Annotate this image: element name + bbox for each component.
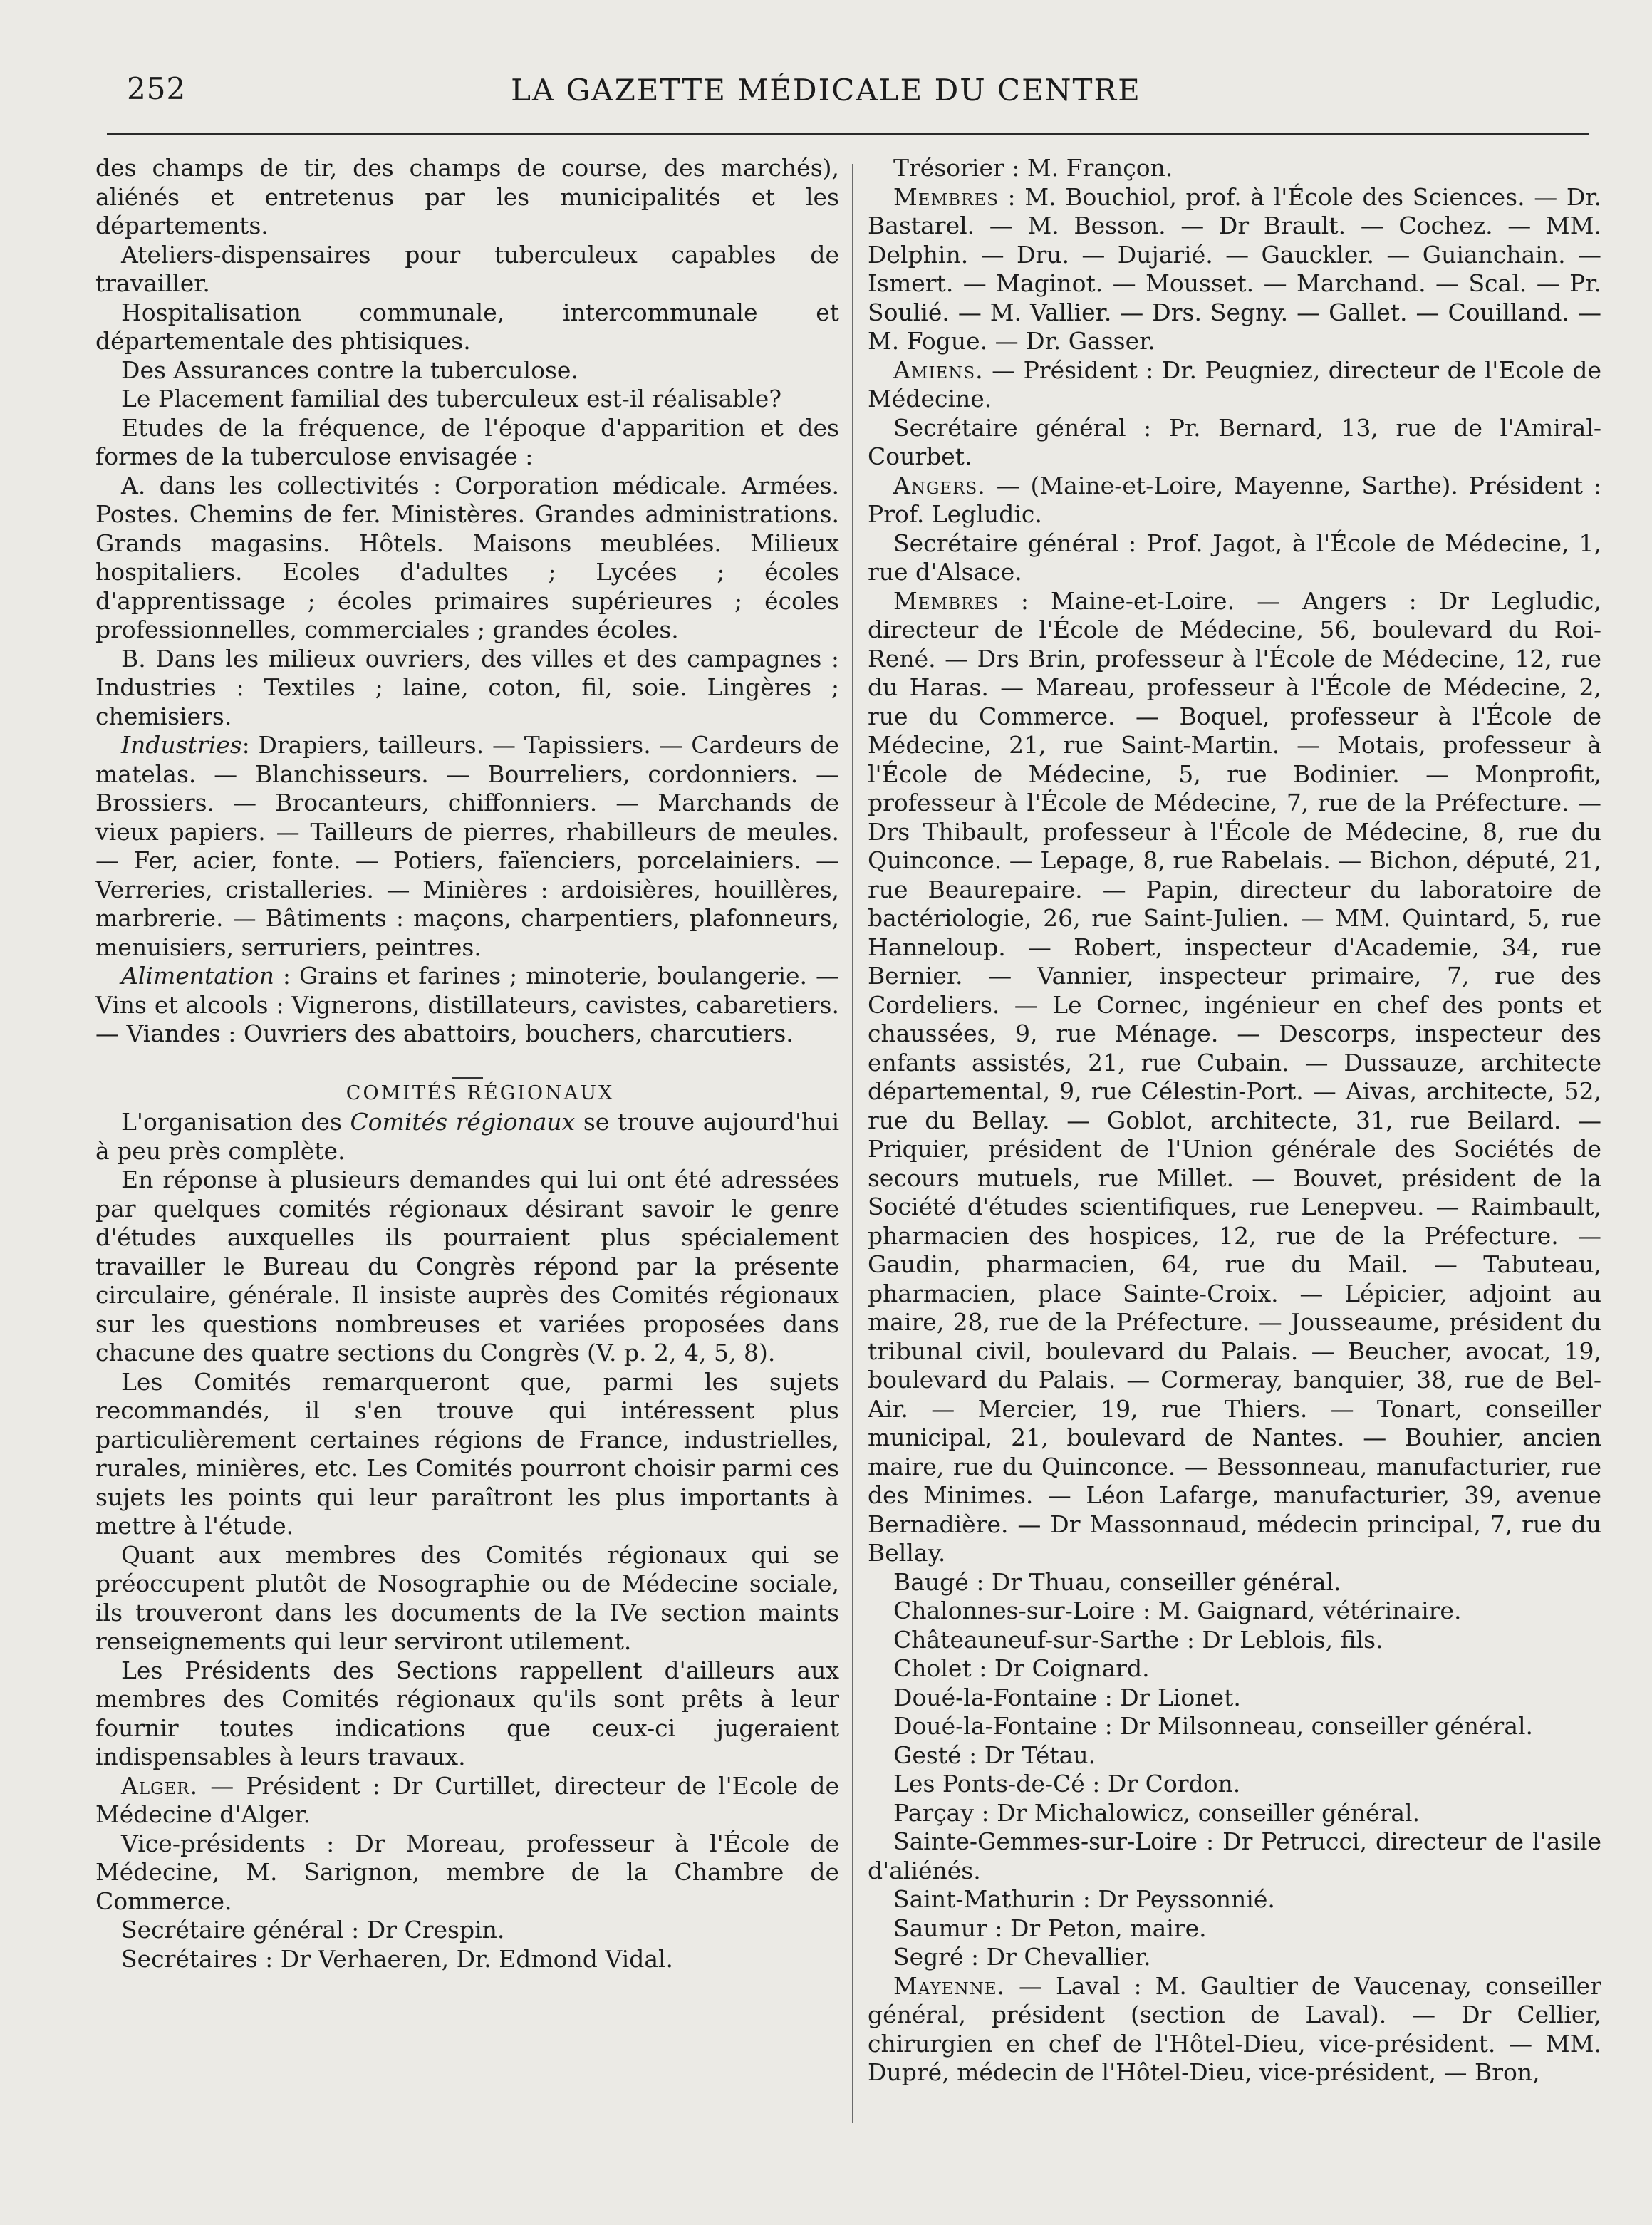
intro-text-before: L'organisation des	[121, 1108, 350, 1136]
alger-label: Alger.	[121, 1771, 199, 1800]
membres-text: : M. Bouchiol, prof. à l'École des Sciences. — Dr. Bastarel. — M. Besson. — Dr Brault. — Cochez. — MM. Delphin. — Dru. — Dujarié. — Gauckler. — Guianchain. — Ismert. — Maginot. — Mousset. — Marchand. — Scal. — Pr. Soulié. — M. Vallier. — Drs. Segny. — Gallet. — Couilland. — M. Fogue. — Dr. Gasser.	[868, 182, 1601, 355]
paragraph: Des Assurances contre la tuberculose.	[121, 356, 578, 384]
paragraph: En réponse à plusieurs demandes qui lui ont été adressées par quelques comités régionaux désirant savoir le genre d'études auxquelles ils pourraient plus spécialement travailler le Bureau du Congrès répond par la présente circulaire, générale. Il insiste auprès des Comités régionaux sur les questions nombreuses et variées proposées dans chacune des quatre sections du Congrès (V. p. 2, 4, 5, 8).	[95, 1166, 839, 1366]
town-line: Doué-la-Fontaine : Dr Milsonneau, conseiller général.	[893, 1712, 1534, 1740]
header-rule	[107, 133, 1589, 135]
membres-label: Membres	[893, 586, 999, 615]
intro-italic: Comités régionaux	[350, 1108, 576, 1136]
membres-label: Membres	[893, 182, 999, 211]
intro-paragraph	[95, 1108, 839, 1166]
paragraph: Trésorier : M. Françon.	[893, 154, 1173, 182]
paragraph: Ateliers-dispensaires pour tuberculeux capables de travailler.	[95, 240, 839, 297]
industries-paragraph	[95, 731, 839, 962]
town-line: Cholet : Dr Coignard.	[893, 1654, 1150, 1682]
alger-text: — Président : Dr Curtillet, directeur de l'Ecole de Médecine d'Alger.	[95, 1771, 839, 1828]
alimentation-label: Alimentation	[121, 962, 274, 990]
section-heading: COMITÉS RÉGIONAUX	[346, 1082, 615, 1104]
paragraph: Hospitalisation communale, intercommunale et départementale des phtisiques.	[95, 298, 839, 355]
left-column	[95, 154, 839, 2206]
paragraph: Secrétaire général : Dr Crespin.	[121, 1916, 505, 1944]
town-line: Sainte-Gemmes-sur-Loire : Dr Petrucci, directeur de l'asile d'aliénés.	[868, 1827, 1601, 1884]
amiens-text: — Président : Dr. Peugniez, directeur de l'Ecole de Médecine.	[868, 356, 1601, 413]
angers-paragraph	[868, 472, 1601, 529]
paragraph: des champs de tir, des champs de course, des marchés), aliénés et entretenus par les municipalités et les départements.	[95, 154, 839, 239]
town-line: Les Ponts-de-Cé : Dr Cordon.	[893, 1770, 1241, 1798]
alimentation-paragraph	[95, 962, 839, 1049]
membres-angers-paragraph	[868, 587, 1601, 1568]
town-line: Doué-la-Fontaine : Dr Lionet.	[893, 1683, 1241, 1711]
town-line: Chalonnes-sur-Loire : M. Gaignard, vétérinaire.	[893, 1597, 1462, 1624]
town-line: Parçay : Dr Michalowicz, conseiller général.	[893, 1798, 1420, 1827]
paragraph: Le Placement familial des tuberculeux est-il réalisable?	[121, 385, 782, 413]
paragraph: Etudes de la fréquence, de l'époque d'apparition et des formes de la tuberculose envisagée :	[95, 413, 839, 470]
town-line: Châteauneuf-sur-Sarthe : Dr Leblois, fils.	[893, 1625, 1383, 1654]
intro-text-after: se trouve aujourd'hui à peu près complète.	[95, 1108, 839, 1165]
paragraph: Quant aux membres des Comités régionaux qui se préoccupent plutôt de Nosographie ou de Médecine sociale, ils trouveront dans les documents de la IVe section maints renseignements qui leur serviront utilement.	[95, 1540, 839, 1655]
industries-label: Industries	[121, 731, 242, 759]
paragraph: Les Comités remarqueront que, parmi les sujets recommandés, il s'en trouve qui intéressent plus particulièrement certaines régions de France, industrielles, rurales, minières, etc. Les Comités pourront choisir parmi ces sujets les points qui leur paraîtront les plus importants à mettre à l'étude.	[95, 1367, 839, 1540]
page-header	[0, 60, 1652, 124]
alger-paragraph	[95, 1772, 839, 1830]
paragraph: B. Dans les milieux ouvriers, des villes et des campagnes : Industries : Textiles ; laine, coton, fil, soie. Lingères ; chemisiers.	[95, 644, 839, 730]
mayenne-text: — Laval : M. Gaultier de Vaucenay, conseiller général, président (section de Laval). — Dr Cellier, chirurgien en chef de l'Hôtel-Dieu, vice-président. — MM. Dupré, médecin de l'Hôtel-Dieu, vice-président, — Bron,	[868, 1971, 1601, 2086]
town-line: Segré : Dr Chevallier.	[893, 1943, 1151, 1971]
membres-text: : Maine-et-Loire. — Angers : Dr Legludic, directeur de l'École de Médecine, 56, boulevard du Roi-René. — Drs Brin, professeur à l'École de Médecine, 12, rue du Haras. — Mareau, professeur à l'École de Médecine, 2, rue du Commerce. — Boquel, professeur à l'École de Médecine, 21, rue Saint-Martin. — Motais, professeur à l'École de Médecine, 5, rue Bodinier. — Monprofit, professeur à l'École de Médecine, 7, rue de la Préfecture. — Drs Thibault, professeur à l'École de Médecine, 8, rue du Quinconce. — Lepage, 8, rue Rabelais. — Bichon, député, 21, rue Beaurepaire. — Papin, directeur du laboratoire de bactériologie, 26, rue Saint-Julien. — MM. Quintard, 5, rue Hanneloup. — Robert, inspecteur d'Academie, 34, rue Bernier. — Vannier, inspecteur primaire, 7, rue des Cordeliers. — Le Cornec, ingénieur en chef des ponts et chaussées, 9, rue Ménage. — Descorps, inspecteur des enfants assistés, 21, rue Cubain. — Dussauze, architecte départemental, 9, rue Célestin-Port. — Aivas, architecte, 52, rue du Bellay. — Goblot, architecte, 31, rue Beilard. — Priquier, président de l'Union générale des Sociétés de secours mutuels, rue Millet. — Bouvet, président de la Société d'études scientifiques, rue Lenepveu. — Raimbault, pharmacien des hospices, 12, rue de la Préfecture. — Gaudin, pharmacien, 64, rue du Mail. — Tabuteau, pharmacien, place Sainte-Croix. — Lépicier, adjoint au maire, 28, rue de la Préfecture. — Jousseaume, président du tribunal civil, boulevard du Palais. — Beucher, avocat, 19, boulevard du Palais. — Cormeray, banquier, 38, rue de Bel-Air. — Mercier, 19, rue Thiers. — Tonart, conseiller municipal, 21, boulevard de Nantes. — Bouhier, ancien maire, rue du Quinconce. — Bessonneau, manufacturier, rue des Minimes. — Léon Lafarge, manufacturier, 39, avenue Bernadière. — Dr Massonnaud, médecin principal, 7, rue du Bellay.	[868, 586, 1601, 1567]
membres-alger-paragraph	[868, 183, 1601, 356]
paragraph: Secrétaires : Dr Verhaeren, Dr. Edmond Vidal.	[121, 1944, 674, 1973]
amiens-label: Amiens.	[893, 356, 984, 384]
paragraph: Vice-présidents : Dr Moreau, professeur à l'École de Médecine, M. Sarignon, membre de la Chambre de Commerce.	[95, 1829, 839, 1915]
page-number: 252	[127, 71, 187, 106]
paragraph: Les Présidents des Sections rappellent d'ailleurs aux membres des Comités régionaux qu'ils sont prêts à leur fournir toutes indications que ceux-ci jugeraient indispensables à leurs travaux.	[95, 1656, 839, 1770]
right-column	[868, 154, 1601, 2206]
amiens-paragraph	[868, 356, 1601, 414]
paragraph: A. dans les collectivités : Corporation médicale. Armées. Postes. Chemins de fer. Ministères. Grandes administrations. Grands magasins. Hôtels. Maisons meublées. Milieux hospitaliers. Ecoles d'adultes ; Lycées ; écoles d'apprentissage ; écoles primaires supérieures ; écoles professionnelles, commerciales ; grandes écoles.	[95, 471, 839, 643]
angers-text: — (Maine-et-Loire, Mayenne, Sarthe). Président : Prof. Legludic.	[868, 471, 1601, 528]
paragraph: Secrétaire général : Prof. Jagot, à l'École de Médecine, 1, rue d'Alsace.	[868, 529, 1601, 586]
paragraph: Secrétaire général : Pr. Bernard, 13, rue de l'Amiral-Courbet.	[868, 413, 1601, 470]
town-line: Saumur : Dr Peton, maire.	[893, 1914, 1207, 1942]
industries-text: : Drapiers, tailleurs. — Tapissiers. — Cardeurs de matelas. — Blanchisseurs. — Bourreliers, cordonniers. — Brossiers. — Brocanteurs, chiffonniers. — Marchands de vieux papiers. — Tailleurs de pierres, rhabilleurs de meules. — Fer, acier, fonte. — Potiers, faïenciers, porcelainiers. — Verreries, cristalleries. — Minières : ardoisières, houillères, marbrerie. — Bâtiments : maçons, charpentiers, plafonneurs, menuisiers, serruriers, peintres.	[95, 731, 839, 961]
town-line: Baugé : Dr Thuau, conseiller général.	[893, 1567, 1341, 1596]
mayenne-label: Mayenne.	[893, 1971, 1005, 2000]
alimentation-text: : Grains et farines ; minoterie, boulangerie. — Vins et alcools : Vignerons, distillateurs, cavistes, cabaretiers. — Viandes : Ouvriers des abattoirs, bouchers, charcutiers.	[95, 962, 839, 1047]
angers-label: Angers.	[893, 471, 986, 499]
running-title: LA GAZETTE MÉDICALE DU CENTRE	[511, 73, 1141, 108]
town-line: Saint-Mathurin : Dr Peyssonnié.	[893, 1885, 1275, 1913]
town-line: Gesté : Dr Tétau.	[893, 1741, 1096, 1769]
mayenne-paragraph	[868, 1972, 1601, 2087]
column-divider	[852, 164, 853, 2123]
